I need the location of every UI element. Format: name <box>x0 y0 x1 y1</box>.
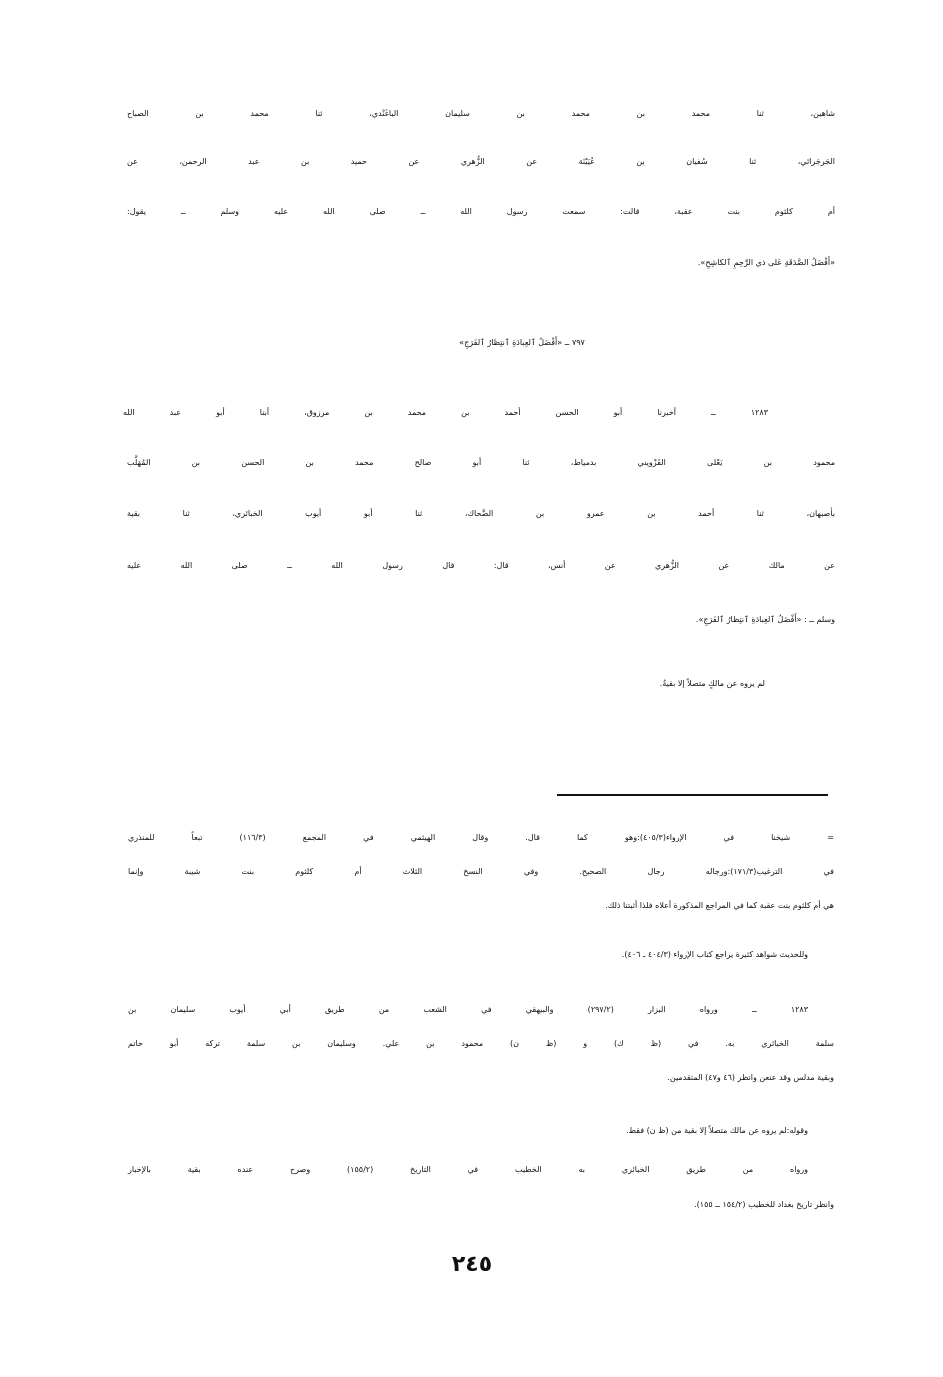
hadith-remark: لم يروه عن مالكٍ متصلاً إلا بقيةُ. <box>659 679 765 688</box>
footnote-line: وبقية مدلس وقد عنعن وانظر (٤٦ و٤٧) المتقدمين. <box>667 1073 834 1082</box>
main-line: أم كلثوم بنت عقبة، قالت: سمعت رسول الله ــ صلى الله عليه وسلم ــ يقول: <box>127 207 835 216</box>
main-line: شاهين، ثنا محمد بن محمد بن سليمان الباغَنْدي، ثنا محمد بن الصباح <box>127 109 835 118</box>
footnote-line: في الترغيب(١٧١/٣):ورجاله رجال الصحيح. وفي النسخ الثلاث أم كلثوم بنت شيبة وإنما <box>128 867 834 876</box>
main-line: محمود بن يَعْلى القَزْويني بدمياط، ثنا أبو صالح محمد بن الحسن بن المُهَلَّب <box>127 458 835 467</box>
footnote-separator <box>557 794 828 796</box>
footnote-line: سلمة الخبائري به. في (ظ ك) و (ظ ن) محمود بن علي. وسليمان بن سلمة تركه أبو حاتم <box>128 1039 834 1048</box>
footnote-line: هي أم كلثوم بنت عقبة كما في المراجع المذكورة أعلاه فلذا أثبتنا ذلك. <box>605 901 834 910</box>
footnote-line: = شيخنا في الإرواء(٤٠٥/٣):وهو كما قال. وقال الهيثمي في المجمع (١١٦/٣) تبعاً للمنذري <box>128 833 834 842</box>
main-line: ١٢٨٣ ــ أخبرنا أبو الحسن أحمد بن محمد بن مرزوق، أبنا أبو عبد الله <box>123 408 768 417</box>
hadith-text-line: «أَفْضَلُ الصَّدَقَةِ عَلى ذي الرَّحِمِ ٱلكاشِحِ». <box>697 258 835 267</box>
chapter-heading: ٧٩٧ ــ «أَفْضَلُ ٱلعِبادَةِ ٱنتِظارُ ٱلفَرَجِ» <box>459 338 585 347</box>
footnote-line: ورواه من طريق الخبائري به الخطيب في التاريخ (١٥٥/٢) وصرح عنده بقية بالإخبار <box>128 1165 808 1174</box>
page-number: ٢٤٥ <box>451 1252 493 1277</box>
footnote-line: وقوله:لم يروه عن مالك متصلاً إلا بقية من (ظ ن) فقط. <box>626 1126 808 1135</box>
main-line: بأصبهان، ثنا أحمد بن عمرو بن الضَّحاك، ثنا أبو أيوب الخبائري، ثنا بقية <box>127 509 835 518</box>
footnote-line: وللحديث شواهد كثيرة يراجع كتاب الإرواء (٤٠٤/٣ ـ ٤٠٦). <box>621 950 808 959</box>
footnote-line: ١٢٨٣ ــ ورواه البزار (٢٩٧/٢) والبيهقي في الشعب من طريق أبي أيوب سليمان بن <box>128 1005 808 1014</box>
main-line: عن مالك عن الزُّهري عن أنس، قال: قال رسول الله ــ صلى الله عليه <box>127 561 835 570</box>
hadith-text-line: وسلم ــ : «أَفْضَلُ ٱلعِبادَةِ ٱنتِظارُ ٱلفَرَجِ». <box>695 615 835 624</box>
footnote-line: وانظر تاريخ بغداد للخطيب (١٥٤/٢ ــ ١٥٥). <box>694 1200 834 1209</box>
main-line: الجَرجَرائي، ثنا سُفيان بن عُيَيْنَة عن الزُّهري عن حميد بن عبد الرحمن، عن <box>127 157 835 166</box>
